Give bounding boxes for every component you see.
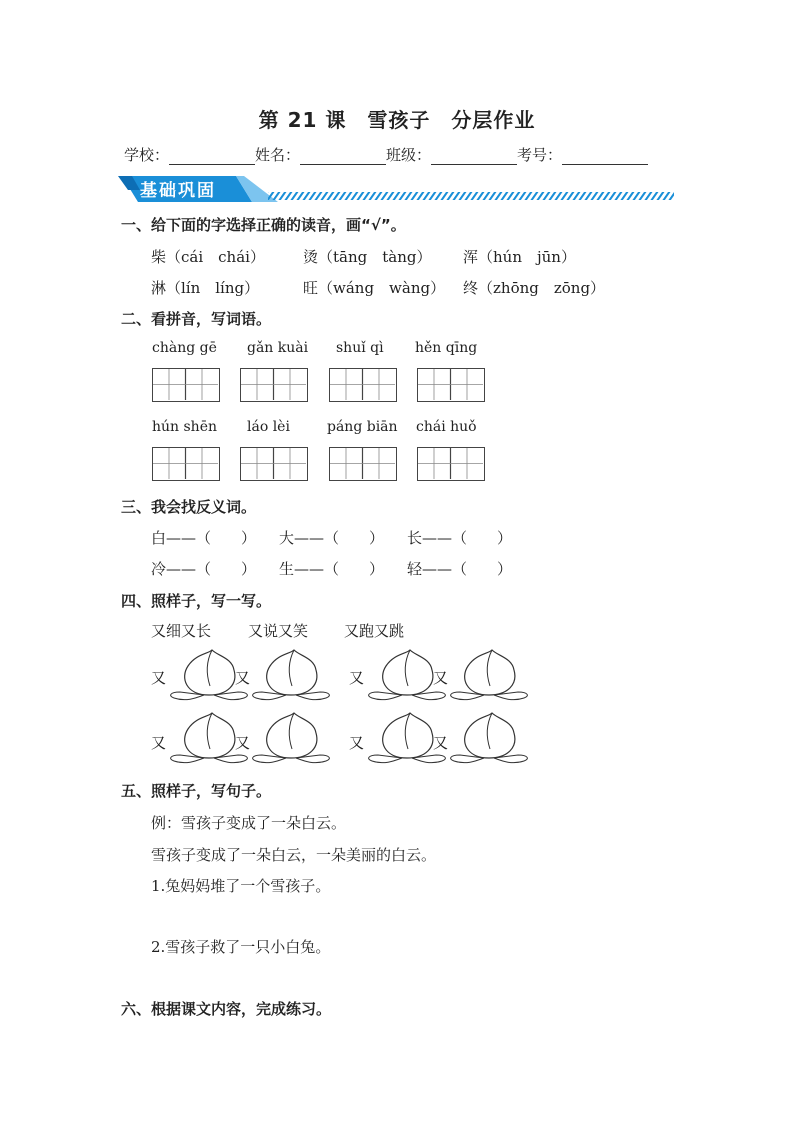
antonym-item[interactable]: 轻——（ ）	[407, 560, 513, 578]
you-label: 又	[235, 734, 251, 752]
q4-example: 又细又长	[151, 622, 212, 640]
class-blank[interactable]	[431, 150, 517, 165]
question-1-heading: 一、给下面的字选择正确的读音，画“√”。	[121, 216, 406, 234]
school-label: 学校：	[124, 146, 170, 164]
pinyin-label: hěn qīng	[415, 340, 478, 356]
banner-label: 基础巩固	[140, 181, 216, 201]
q5-sentence-2[interactable]: 2.雪孩子救了一只小白兔。	[151, 938, 331, 956]
q1-item[interactable]: 浑（hún jūn）	[463, 248, 576, 266]
you-label: 又	[235, 669, 251, 687]
writing-grid[interactable]	[329, 447, 397, 481]
school-blank[interactable]	[169, 150, 255, 165]
writing-grid[interactable]	[417, 447, 485, 481]
antonym-item[interactable]: 大——（ ）	[279, 529, 385, 547]
student-info-row	[124, 144, 648, 165]
writing-grid[interactable]	[152, 368, 220, 402]
you-label: 又	[433, 669, 449, 687]
pinyin-label: chái huǒ	[416, 419, 477, 435]
q4-example: 又跑又跳	[344, 622, 405, 640]
question-6-heading: 六、根据课文内容，完成练习。	[121, 1000, 332, 1018]
q4-example: 又说又笑	[248, 622, 309, 640]
q5-example: 例：雪孩子变成了一朵白云。	[151, 814, 347, 832]
section-banner	[118, 172, 678, 204]
q1-item[interactable]: 烫（tāng tàng）	[303, 248, 432, 266]
antonym-item[interactable]: 冷——（ ）	[151, 560, 257, 578]
q1-item[interactable]: 旺（wáng wàng）	[303, 279, 446, 297]
peach-blank[interactable]	[248, 648, 334, 706]
writing-grid[interactable]	[329, 368, 397, 402]
peach-blank[interactable]	[446, 711, 532, 769]
you-label: 又	[349, 734, 365, 752]
q1-item[interactable]: 终（zhōng zōng）	[463, 279, 606, 297]
you-label: 又	[151, 734, 167, 752]
name-blank[interactable]	[300, 150, 386, 165]
you-label: 又	[349, 669, 365, 687]
question-5-heading: 五、照样子，写句子。	[121, 782, 272, 800]
page-title: 第 21 课 雪孩子 分层作业	[258, 108, 536, 132]
q1-item[interactable]: 柴（cái chái）	[151, 248, 265, 266]
class-label: 班级：	[386, 146, 432, 164]
number-blank[interactable]	[562, 150, 648, 165]
question-3-heading: 三、我会找反义词。	[121, 498, 257, 516]
q5-example-sentence: 雪孩子变成了一朵白云，一朵美丽的白云。	[151, 846, 437, 864]
pinyin-label: páng biān	[327, 419, 398, 435]
you-label: 又	[151, 669, 167, 687]
peach-blank[interactable]	[446, 648, 532, 706]
you-label: 又	[433, 734, 449, 752]
q5-sentence-1[interactable]: 1.兔妈妈堆了一个雪孩子。	[151, 877, 331, 895]
question-4-heading: 四、照样子，写一写。	[121, 592, 272, 610]
pinyin-label: shuǐ qì	[336, 340, 384, 356]
q1-item[interactable]: 淋（lín líng）	[151, 279, 260, 297]
antonym-item[interactable]: 白——（ ）	[151, 529, 257, 547]
antonym-item[interactable]: 生——（ ）	[279, 560, 385, 578]
writing-grid[interactable]	[417, 368, 485, 402]
pinyin-label: gǎn kuài	[247, 340, 309, 356]
pinyin-label: chàng gē	[152, 340, 217, 356]
name-label: 姓名：	[255, 146, 301, 164]
antonym-item[interactable]: 长——（ ）	[407, 529, 513, 547]
pinyin-label: hún shēn	[152, 419, 218, 435]
question-2-heading: 二、看拼音，写词语。	[121, 310, 272, 328]
writing-grid[interactable]	[240, 447, 308, 481]
writing-grid[interactable]	[152, 447, 220, 481]
peach-blank[interactable]	[248, 711, 334, 769]
number-label: 考号：	[517, 146, 563, 164]
writing-grid[interactable]	[240, 368, 308, 402]
pinyin-label: láo lèi	[247, 419, 290, 435]
